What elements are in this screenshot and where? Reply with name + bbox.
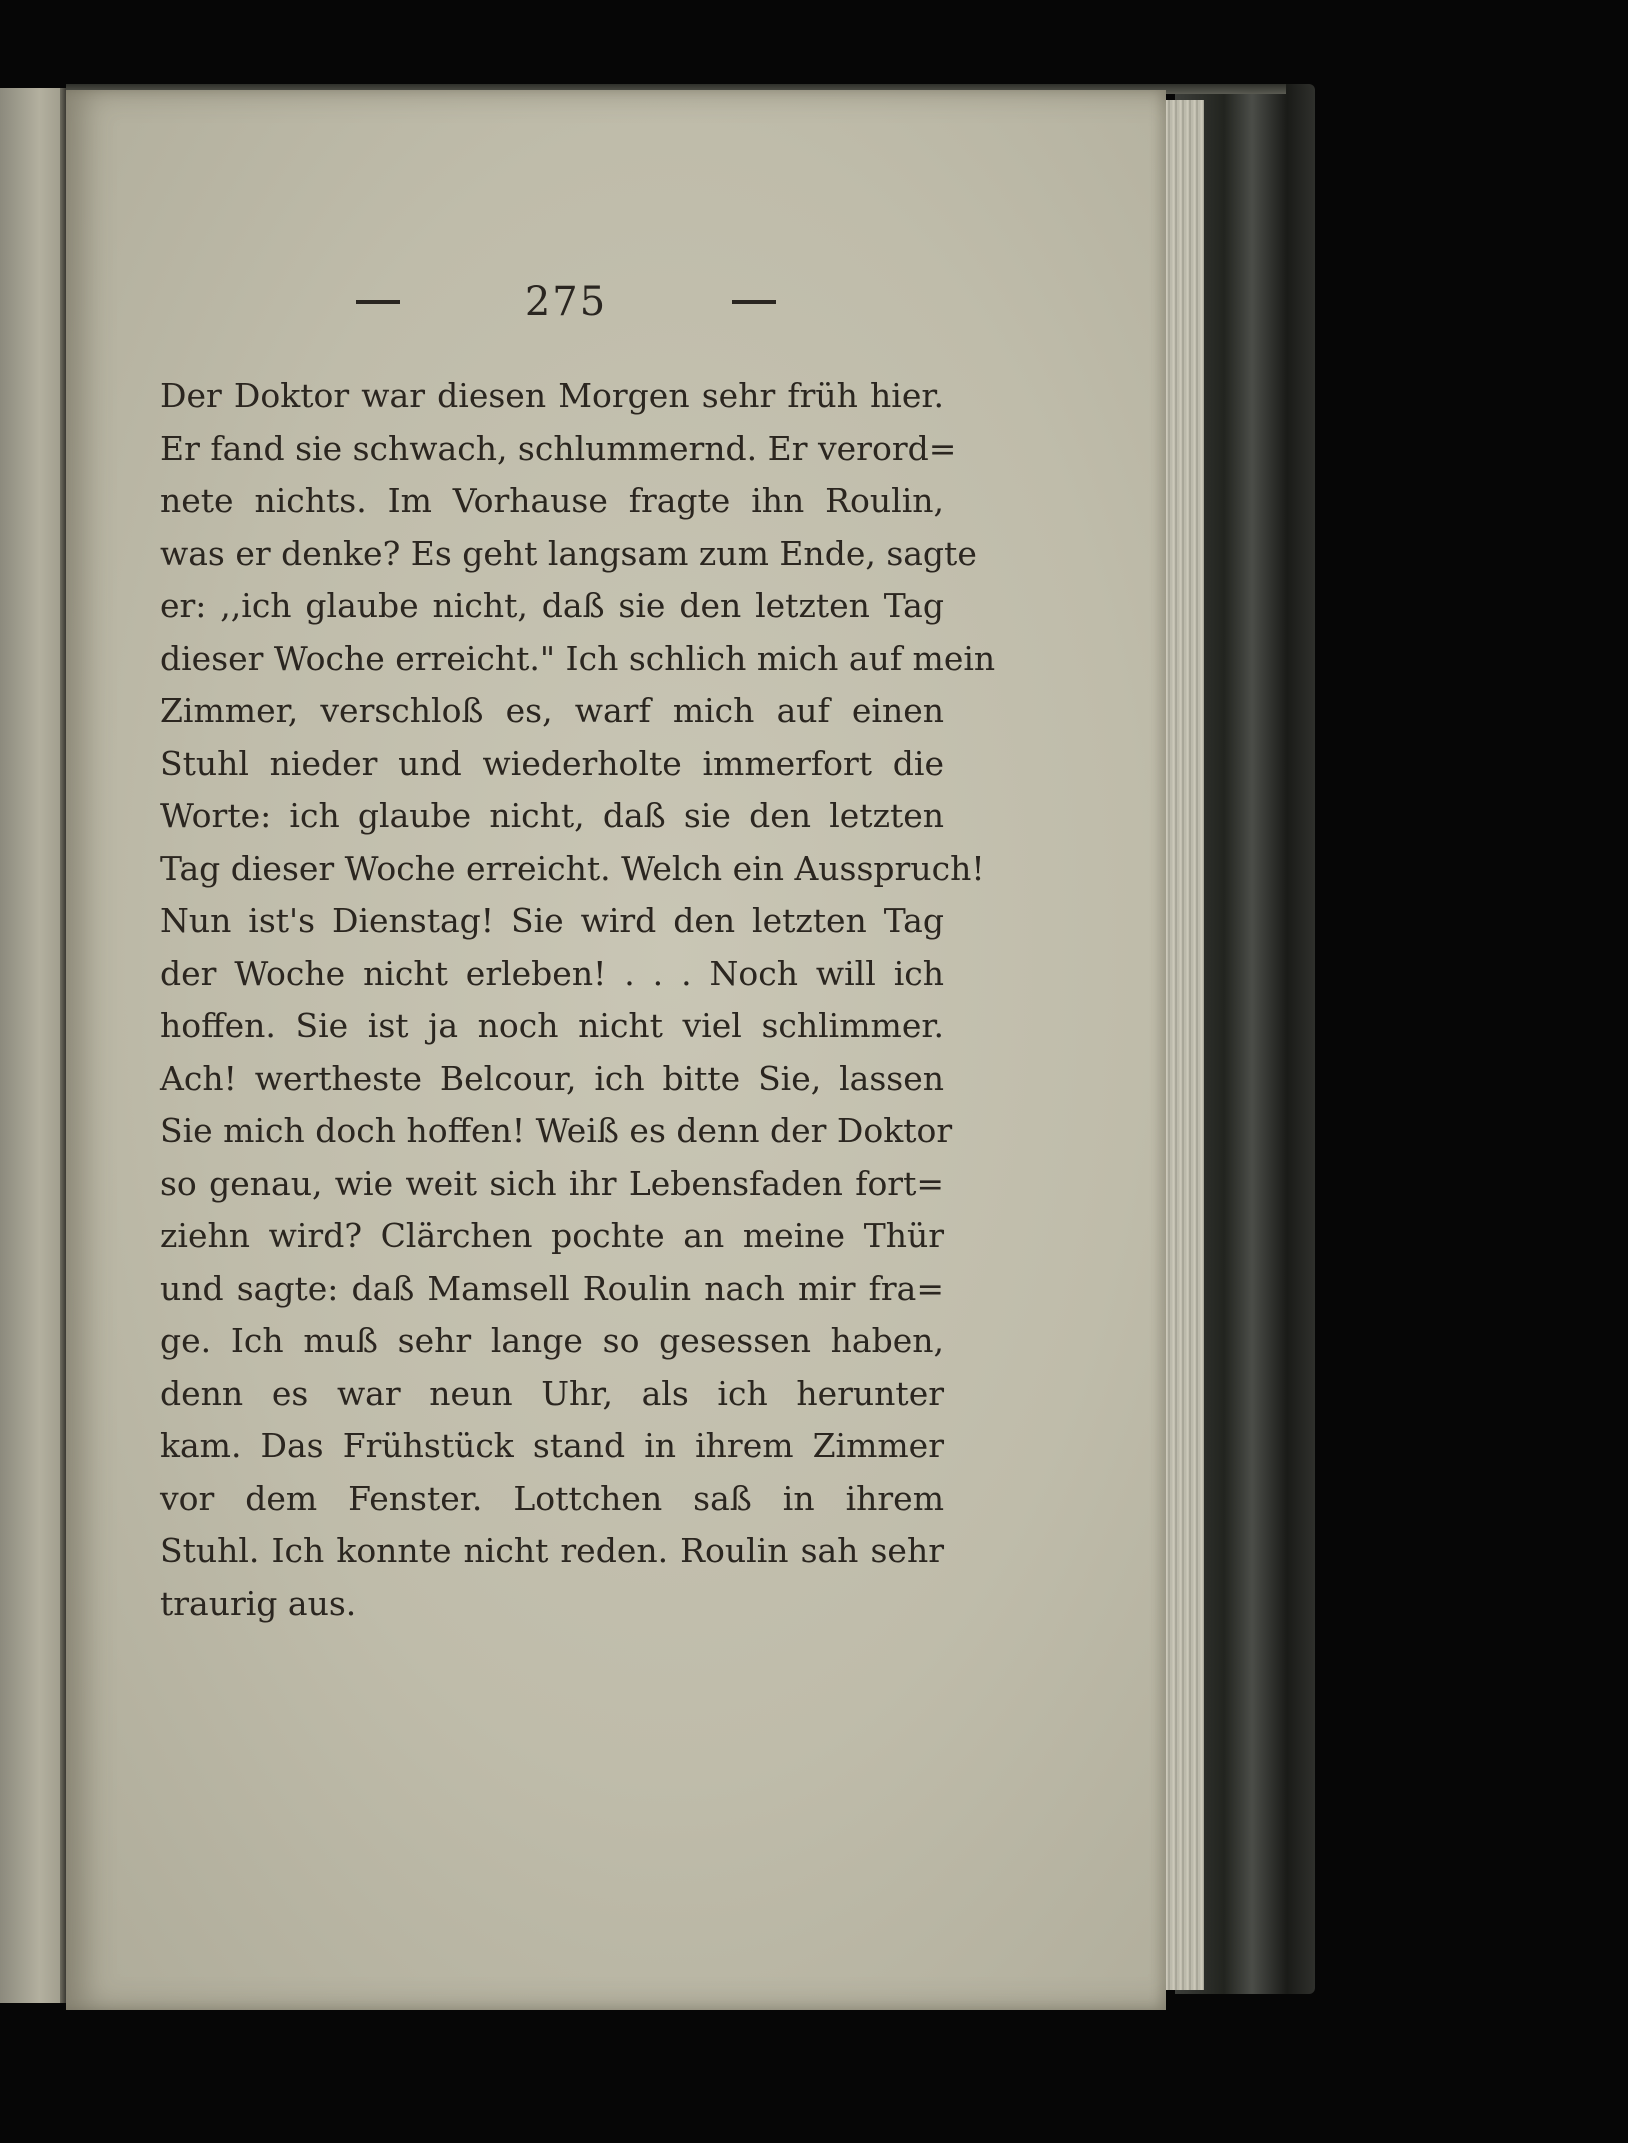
text-line: dieser Woche erreicht." Ich schlich mich auf mein bbox=[160, 638, 996, 678]
text-line: Stuhl. Ich konnte nicht reden. Roulin sah sehr bbox=[160, 1531, 944, 1570]
page-number: 275 bbox=[524, 279, 608, 325]
text-line: so genau, wie weit sich ihr Lebensfaden fort= bbox=[160, 1163, 944, 1203]
text-line: Stuhl nieder und wiederholte immerfort die bbox=[160, 743, 944, 783]
header-dash-right bbox=[732, 300, 776, 304]
text-line: Er fand sie schwach, schlummernd. Er verord= bbox=[160, 428, 957, 468]
text-line: Sie mich doch hoffen! Weiß es denn der Doktor bbox=[160, 1111, 953, 1150]
text-line: hoffen. Sie ist ja noch nicht viel schlimmer. bbox=[160, 1006, 944, 1045]
text-line: was er denke? Es geht langsam zum Ende, sagte bbox=[160, 533, 977, 573]
text-line: ge. Ich muß sehr lange so gesessen haben, bbox=[160, 1321, 944, 1360]
text-line: nete nichts. Im Vorhause fragte ihn Roulin, bbox=[160, 481, 944, 520]
page-header bbox=[356, 272, 776, 332]
text-line: Ach! wertheste Belcour, ich bitte Sie, lassen bbox=[160, 1058, 944, 1098]
text-line: der Woche nicht erleben! . . . Noch will ich bbox=[160, 953, 944, 993]
text-line: Tag dieser Woche erreicht. Welch ein Ausspruch! bbox=[160, 848, 985, 888]
text-line: Zimmer, verschloß es, warf mich auf einen bbox=[160, 691, 944, 730]
text-line: kam. Das Frühstück stand in ihrem Zimmer bbox=[160, 1426, 944, 1465]
text-line: Worte: ich glaube nicht, daß sie den letzten bbox=[160, 796, 944, 835]
page-block-edges bbox=[1162, 100, 1204, 1990]
text-line: traurig aus. bbox=[160, 1583, 357, 1623]
text-line: ziehn wird? Clärchen pochte an meine Thür bbox=[160, 1216, 944, 1255]
text-line: er: ,,ich glaube nicht, daß sie den letzten Tag bbox=[160, 586, 944, 625]
text-line: Nun ist's Dienstag! Sie wird den letzten Tag bbox=[160, 901, 944, 940]
header-dash-left bbox=[356, 300, 400, 304]
left-page-edge bbox=[0, 88, 66, 2003]
text-line: vor dem Fenster. Lottchen saß in ihrem bbox=[160, 1478, 944, 1518]
text-line: und sagte: daß Mamsell Roulin nach mir fra= bbox=[160, 1268, 944, 1308]
body-text bbox=[160, 370, 996, 1630]
text-line: denn es war neun Uhr, als ich herunter bbox=[160, 1373, 944, 1413]
text-line: Der Doktor war diesen Morgen sehr früh hier. bbox=[160, 376, 944, 415]
